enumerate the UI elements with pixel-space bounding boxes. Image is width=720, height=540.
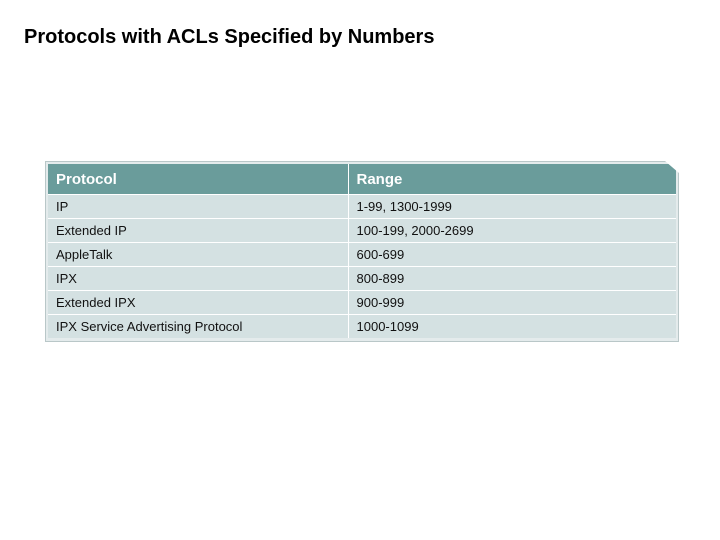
table-row xyxy=(48,219,676,243)
cell-range: 1000-1099 xyxy=(348,315,676,339)
cell-protocol: IPX xyxy=(48,267,348,291)
header-range: Range xyxy=(348,164,676,195)
cell-protocol: Extended IP xyxy=(48,219,348,243)
table-row xyxy=(48,267,676,291)
slide-title: Protocols with ACLs Specified by Numbers xyxy=(24,26,435,48)
cell-range: 1-99, 1300-1999 xyxy=(348,195,676,219)
table-row xyxy=(48,315,676,339)
cell-range: 800-899 xyxy=(348,267,676,291)
acl-number-table xyxy=(48,164,676,338)
table-header-row xyxy=(48,164,676,195)
cell-protocol: IP xyxy=(48,195,348,219)
protocol-range-table xyxy=(45,161,679,342)
cell-range: 600-699 xyxy=(348,243,676,267)
cell-range: 100-199, 2000-2699 xyxy=(348,219,676,243)
table-row xyxy=(48,243,676,267)
cell-protocol: AppleTalk xyxy=(48,243,348,267)
cell-range: 900-999 xyxy=(348,291,676,315)
table-row xyxy=(48,291,676,315)
table-row xyxy=(48,195,676,219)
cell-protocol: IPX Service Advertising Protocol xyxy=(48,315,348,339)
header-protocol: Protocol xyxy=(48,164,348,195)
cell-protocol: Extended IPX xyxy=(48,291,348,315)
